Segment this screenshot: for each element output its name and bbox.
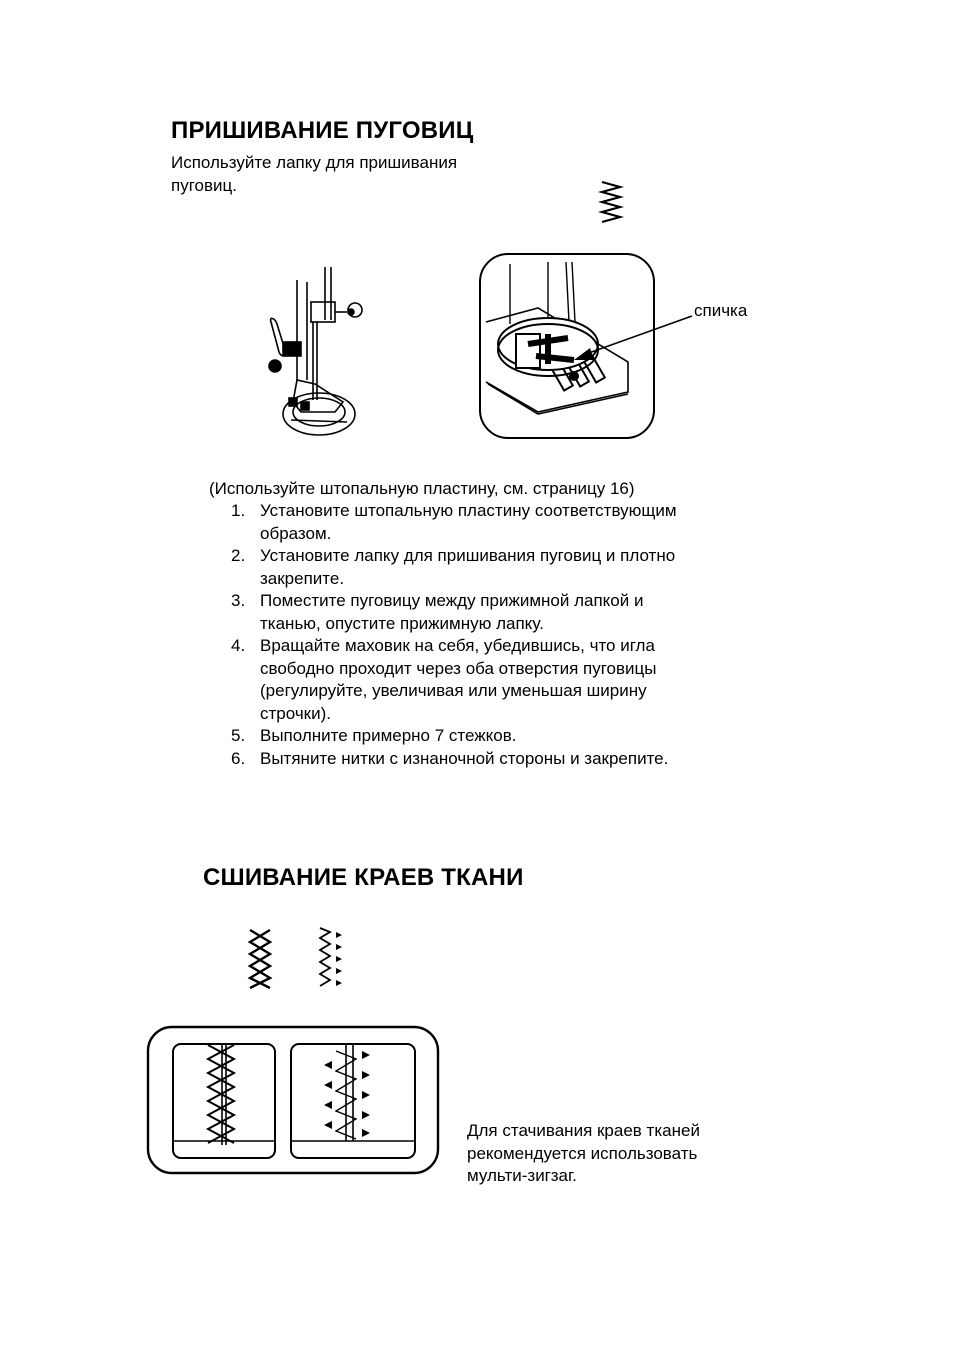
step-line: свободно проходит через оба отверстия пуговицы	[260, 658, 657, 678]
step-item	[209, 590, 769, 635]
step-item	[209, 500, 769, 545]
description-line-1: Для стачивания краев тканей	[467, 1121, 700, 1140]
step-number: 3.	[231, 591, 246, 610]
section-title-edge-sewing: СШИВАНИЕ КРАЕВ ТКАНИ	[203, 864, 524, 891]
intro-line-1: Используйте лапку для пришивания	[171, 153, 458, 172]
description-line-3: мульти-зигзаг.	[467, 1166, 577, 1185]
instruction-steps	[209, 500, 769, 770]
cross-stitch-icon	[246, 928, 274, 990]
step-number: 4.	[231, 636, 246, 655]
step-item	[209, 635, 769, 725]
figure-label-match: спичка	[694, 301, 748, 320]
step-line: Выполните примерно 7 стежков.	[260, 726, 517, 745]
step-number: 6.	[231, 748, 246, 768]
edge-stitch-illustration	[146, 1025, 440, 1175]
section-title-button-sewing: ПРИШИВАНИЕ ПУГОВИЦ	[171, 117, 474, 144]
callout-arrow	[560, 300, 700, 380]
step-item	[209, 748, 769, 771]
edge-sewing-description	[467, 1120, 700, 1188]
step-line: Вытяните нитки с изнаночной стороны и закрепите.	[260, 748, 669, 768]
button-foot-illustration	[255, 262, 375, 442]
step-number: 5.	[231, 726, 246, 745]
step-line: Установите лапку для пришивания пуговиц и плотно	[260, 546, 676, 565]
description-line-2: рекомендуется использовать	[467, 1143, 698, 1163]
step-line: закрепите.	[260, 568, 345, 588]
step-line: Установите штопальную пластину соответствующим	[260, 501, 677, 520]
step-line: Вращайте маховик на себя, убедившись, что игла	[260, 636, 655, 655]
intro-line-2: пуговиц.	[171, 175, 237, 195]
step-line: тканью, опустите прижимную лапку.	[260, 613, 544, 633]
step-line: образом.	[260, 523, 332, 543]
step-line: Поместите пуговицу между прижимной лапкой и	[260, 591, 644, 610]
intro-text	[171, 152, 457, 197]
step-line: (регулируйте, увеличивая или уменьшая ширину	[260, 681, 647, 700]
step-number: 1.	[231, 501, 246, 520]
overlock-stitch-icon	[314, 926, 346, 990]
step-line: строчки).	[260, 703, 331, 723]
step-item	[209, 725, 769, 748]
step-number: 2.	[231, 546, 246, 565]
darning-plate-note: (Используйте штопальную пластину, см. страницу 16)	[209, 479, 635, 498]
zigzag-stitch-icon	[598, 180, 626, 224]
step-item	[209, 545, 769, 590]
